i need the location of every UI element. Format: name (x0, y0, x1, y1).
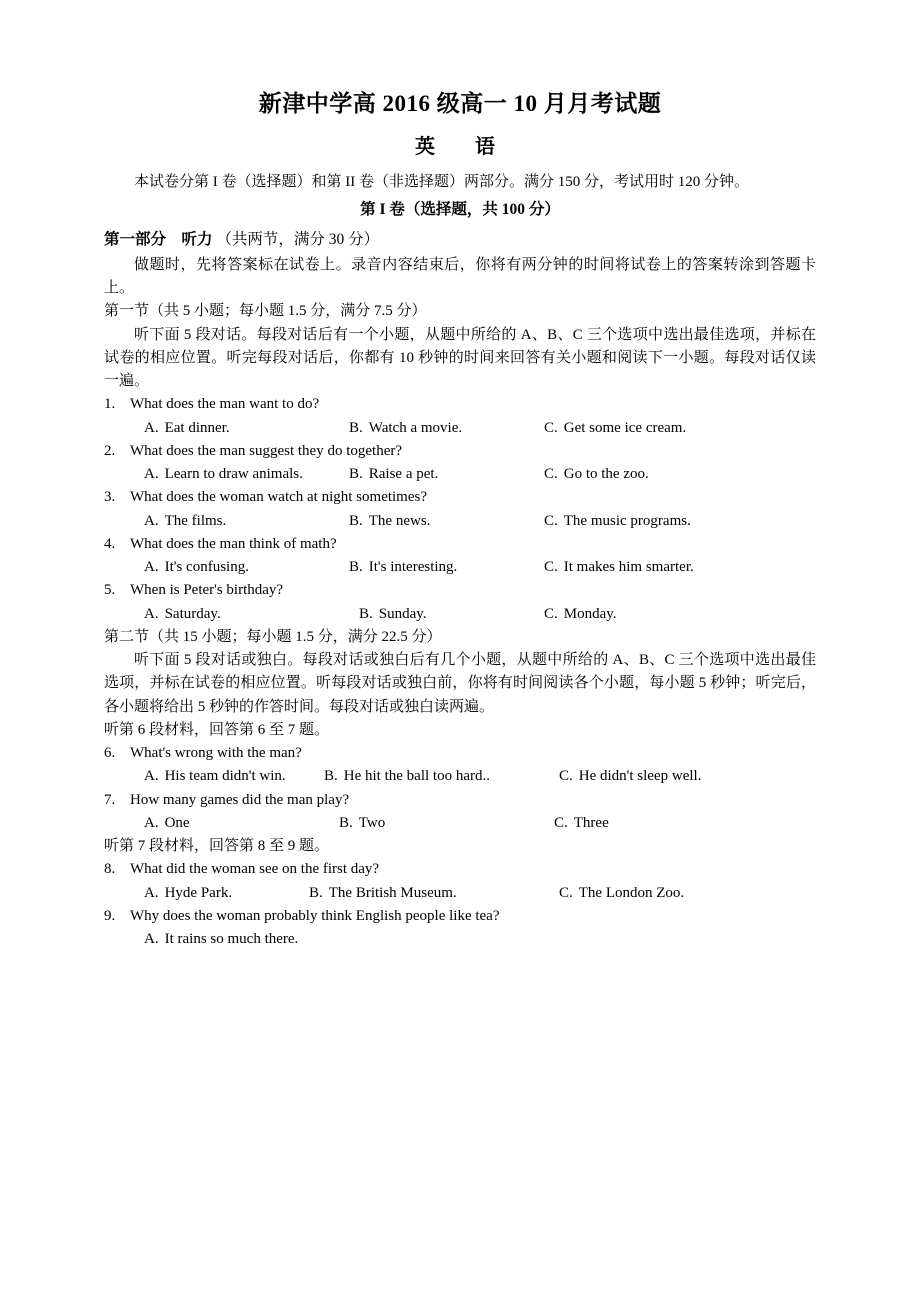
option-c[interactable] (554, 812, 609, 835)
question-options (104, 510, 816, 533)
question-item (104, 440, 816, 463)
option-c[interactable] (544, 463, 649, 486)
option-a[interactable] (144, 765, 324, 788)
material-8-9-note: 听第 7 段材料，回答第 8 至 9 题。 (104, 838, 330, 855)
listening-instruction: 做题时，先将答案标在试卷上。录音内容结束后，你将有两分钟的时间将试卷上的答案转涂到答题卡上。 (104, 256, 816, 297)
part-one-label: 第一部分 (104, 230, 167, 248)
option-b[interactable] (359, 603, 544, 626)
question-item (104, 533, 816, 556)
option-c[interactable] (559, 765, 701, 788)
option-text: He hit the ball too hard.. (343, 768, 490, 785)
page-title: 新津中学高 2016 级高一 10 月月考试题 (258, 91, 662, 116)
question-text: What does the man suggest they do together? (130, 442, 403, 459)
question-item (104, 486, 816, 509)
option-label: B. (349, 419, 363, 436)
option-text: It's interesting. (368, 559, 458, 576)
question-item (104, 905, 816, 928)
option-b[interactable] (324, 765, 559, 788)
option-label: B. (339, 814, 353, 831)
question-number: 4. (104, 535, 116, 552)
option-text: The British Museum. (328, 884, 457, 901)
option-text: It rains so much there. (164, 931, 299, 948)
question-number: 3. (104, 489, 116, 506)
question-text: Why does the woman probably think English people like tea? (130, 907, 500, 924)
option-label: A. (144, 884, 159, 901)
option-a[interactable] (144, 603, 359, 626)
option-label: A. (144, 814, 159, 831)
question-text: How many games did the man play? (130, 791, 350, 808)
option-text: His team didn't win. (164, 768, 286, 785)
option-a[interactable] (144, 417, 349, 440)
option-label: A. (144, 466, 159, 483)
option-label: B. (349, 559, 363, 576)
option-c[interactable] (544, 603, 617, 626)
question-number: 1. (104, 396, 116, 413)
section-two-heading: 第二节（共 15 小题；每小题 1.5 分，满分 22.5 分） (104, 628, 442, 645)
option-label: A. (144, 512, 159, 529)
option-b[interactable] (309, 882, 559, 905)
option-a[interactable] (144, 510, 349, 533)
section-one-instruction: 听下面 5 段对话。每段对话后有一个小题，从题中所给的 A、B、C 三个选项中选出最佳选项，并标在试卷的相应位置。听完每段对话后，你都有 10 秒钟的时间来回答有关小题和阅读下一小题。每段对话仅读一遍。 (104, 326, 816, 390)
question-options (104, 882, 816, 905)
part-one-heading (104, 228, 816, 252)
question-number: 5. (104, 582, 116, 599)
part-one-detail: （共两节，满分 30 分） (216, 230, 380, 248)
section-two-instruction: 听下面 5 段对话或独白。每段对话或独白后有几个小题，从题中所给的 A、B、C 三个选项中选出最佳选项，并标在试卷的相应位置。听每段对话或独白前，你将有时间阅读各个小题，每小题 5 秒钟；听完后，各小题将给出 5 秒钟的作答时间。每段对话或独白读两遍。 (104, 652, 816, 715)
question-text: What did the woman see on the first day? (130, 861, 380, 878)
question-item (104, 579, 816, 602)
question-text: What's wrong with the man? (130, 745, 302, 762)
option-text: It's confusing. (164, 559, 249, 576)
option-text: Three (573, 814, 609, 831)
question-text: When is Peter's birthday? (130, 582, 284, 599)
question-options (104, 417, 816, 440)
question-options (104, 463, 816, 486)
option-c[interactable] (544, 556, 694, 579)
option-b[interactable] (349, 417, 544, 440)
option-text: Two (358, 814, 386, 831)
question-item (104, 742, 816, 765)
option-b[interactable] (349, 463, 544, 486)
question-item (104, 789, 816, 812)
option-text: Monday. (563, 605, 617, 622)
option-text: He didn't sleep well. (578, 768, 702, 785)
option-label: C. (544, 605, 558, 622)
option-text: Raise a pet. (368, 466, 439, 483)
option-b[interactable] (349, 510, 544, 533)
subject-title: 英 语 (415, 135, 505, 158)
option-c[interactable] (559, 882, 684, 905)
option-label: C. (544, 512, 558, 529)
option-a[interactable] (144, 812, 339, 835)
option-label: B. (359, 605, 373, 622)
option-label: C. (544, 559, 558, 576)
option-label: C. (544, 466, 558, 483)
question-number: 8. (104, 861, 116, 878)
question-options (104, 812, 816, 835)
option-label: A. (144, 559, 159, 576)
option-text: It makes him smarter. (563, 559, 694, 576)
option-label: C. (544, 419, 558, 436)
question-item (104, 393, 816, 416)
option-a[interactable] (144, 882, 309, 905)
option-a[interactable] (144, 928, 298, 951)
question-text: What does the woman watch at night sometimes? (130, 489, 428, 506)
question-number: 6. (104, 745, 116, 762)
option-c[interactable] (544, 510, 691, 533)
option-text: Learn to draw animals. (164, 466, 303, 483)
section-one-heading: 第一节（共 5 小题；每小题 1.5 分，满分 7.5 分） (104, 303, 427, 320)
option-text: Saturday. (164, 605, 221, 622)
question-text: What does the man think of math? (130, 535, 337, 552)
option-text: The films. (164, 512, 227, 529)
option-text: Sunday. (378, 605, 427, 622)
option-a[interactable] (144, 556, 349, 579)
question-number: 2. (104, 442, 116, 459)
option-label: C. (559, 768, 573, 785)
part-one-name: 听力 (181, 230, 213, 248)
option-label: B. (349, 512, 363, 529)
option-a[interactable] (144, 463, 349, 486)
option-label: C. (559, 884, 573, 901)
question-number: 7. (104, 791, 116, 808)
option-text: Watch a movie. (368, 419, 463, 436)
option-text: The news. (368, 512, 431, 529)
question-options (104, 765, 816, 788)
option-label: B. (349, 466, 363, 483)
question-item (104, 858, 816, 881)
material-6-7-note: 听第 6 段材料，回答第 6 至 7 题。 (104, 721, 330, 738)
option-label: A. (144, 931, 159, 948)
option-label: A. (144, 605, 159, 622)
option-label: C. (554, 814, 568, 831)
exam-intro-text: 本试卷分第 I 卷（选择题）和第 II 卷（非选择题）两部分。满分 150 分，考试用时 120 分钟。 (134, 173, 749, 190)
option-c[interactable] (544, 417, 686, 440)
question-options (104, 603, 816, 626)
option-text: One (164, 814, 190, 831)
option-label: B. (324, 768, 338, 785)
option-text: Go to the zoo. (563, 466, 649, 483)
option-label: A. (144, 768, 159, 785)
volume-heading: 第 I 卷（选择题，共 100 分） (360, 200, 560, 218)
option-text: Hyde Park. (164, 884, 233, 901)
question-options (104, 928, 816, 951)
option-label: B. (309, 884, 323, 901)
option-b[interactable] (349, 556, 544, 579)
option-b[interactable] (339, 812, 554, 835)
question-number: 9. (104, 907, 116, 924)
option-text: Eat dinner. (164, 419, 230, 436)
question-options (104, 556, 816, 579)
option-text: The London Zoo. (578, 884, 685, 901)
question-text: What does the man want to do? (130, 396, 320, 413)
option-label: A. (144, 419, 159, 436)
option-text: The music programs. (563, 512, 691, 529)
option-text: Get some ice cream. (563, 419, 687, 436)
